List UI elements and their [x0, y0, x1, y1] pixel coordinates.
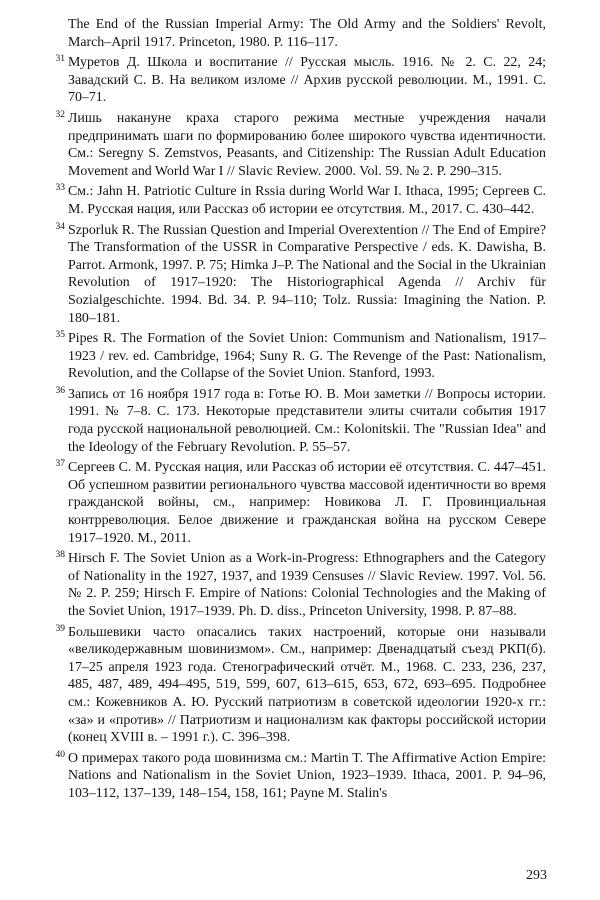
- endnote-39: [55, 623, 546, 747]
- endnote-text: См.: Jahn H. Patriotic Culture in Rssia during World War I. Ithaca, 1995; Сергеев С. М. Русская нация, или Рассказ об истории ее отсутствия. М., 2017. С. 430–442.: [68, 184, 546, 217]
- endnote-text: Муретов Д. Школа и воспитание // Русская мысль. 1916. № 2. С. 22, 24; Завадский С. В. На великом изломе // Архив русской революции. М., 1991. С. 70–71.: [68, 55, 546, 106]
- endnote-text: Большевики часто опасались таких настроений, которые они называли «великодержавным шовинизмом». См., например: Двенадцатый съезд РКП(б). 17–25 апреля 1923 года. Стенографический отчёт. М., 1968. С. 233, 236, 237, 485, 487, 489, 494–495, 519, 599, 607, 613–615, 653, 672, 693–695. Подробнее см.: Кожевников А. Ю. Русский патриотизм в советской идеологии 1920-х гг.: «за» и «против» // Патриотизм и национализм как факторы российской истории (конец XVIII в. – 1991 г.). С. 396–398.: [68, 624, 546, 746]
- endnote-number: 40: [55, 749, 65, 760]
- endnote-40: [55, 749, 546, 803]
- endnote-number: 37: [55, 459, 65, 470]
- endnote-34: [55, 221, 546, 328]
- endnote-number: 39: [55, 623, 65, 634]
- endnote-number: 33: [55, 183, 65, 194]
- endnote-text: О примерах такого рода шовинизма см.: Martin T. The Affirmative Action Empire: Nations and Nationalism in the Soviet Union, 1923–1939. Ithaca, 2001. P. 94–96, 103–112, 137–139, 148–154, 158, 161; Payne M. Stalin's: [68, 750, 546, 801]
- endnote-continuation: [68, 16, 546, 51]
- endnote-36: [55, 385, 546, 456]
- endnote-text: Сергеев С. М. Русская нация, или Рассказ об истории её отсутствия. С. 447–451. Об успешном развитии регионального чувства массовой идентичности во время гражданской войны, см., например: Новикова Л. Г. Провинциальная контрреволюция. Белое движение и гражданская война на русском Севере 1917–1920. М., 2011.: [68, 460, 546, 546]
- page-number: 293: [526, 868, 547, 883]
- endnote-32: [55, 109, 546, 180]
- endnote-text: The End of the Russian Imperial Army: The Old Army and the Soldiers' Revolt, March–April 1917. Princeton, 1980. P. 116–117.: [68, 17, 546, 50]
- endnote-38: [55, 550, 546, 620]
- endnote-number: 34: [55, 221, 65, 232]
- endnote-text: Szporluk R. The Russian Question and Imperial Overextention // The End of Empire? The Transformation of the USSR in Comparative Perspective / eds. K. Dawisha, B. Parrot. Armonk, 1997. P. 75; Himka J–P. The National and the Social in the Ukrainian Revolution of 1917–1920: The Historiographical Agenda // Archiv für Sozialgeschichte. 1994. Bd. 34. P. 94–110; Tolz. Russia: Imagining the Nation. P. 180–181.: [68, 222, 546, 326]
- endnote-35: [55, 330, 546, 383]
- endnote-number: 32: [55, 109, 65, 120]
- endnote-text: Hirsch F. The Soviet Union as a Work-in-Progress: Ethnographers and the Category of Nationality in the 1927, 1937, and 1939 Censuses // Slavic Review. 1997. Vol. 56. № 2. P. 259; Hirsch F. Empire of Nations: Colonial Technologies and the Making of the Soviet Union, 1917–1939. Ph. D. diss., Princeton University, 1998. P. 87–88.: [68, 551, 546, 619]
- endnotes-list: [55, 16, 546, 806]
- endnote-text: Pipes R. The Formation of the Soviet Union: Communism and Nationalism, 1917–1923 / rev. ed. Cambridge, 1964; Suny R. G. The Revenge of the Past: Nationalism, Revolution, and the Collapse of the Soviet Union. Stanford, 1993.: [68, 331, 546, 382]
- endnote-31: [55, 54, 546, 107]
- endnote-37: [55, 459, 546, 547]
- endnote-text: Запись от 16 ноября 1917 года в: Готье Ю. В. Мои заметки // Вопросы истории. 1991. № 7–8. С. 173. Некоторые представители элиты считали события 1917 года русской национальной революцией. См.: Kolonitskii. The "Russian Idea" and the Ideology of the February Revolution. P. 55–57.: [68, 386, 546, 455]
- endnote-number: 36: [55, 385, 65, 396]
- endnote-number: 31: [55, 54, 65, 65]
- endnote-number: 35: [55, 330, 65, 341]
- endnote-33: [55, 183, 546, 218]
- endnote-number: 38: [55, 550, 65, 561]
- endnote-text: Лишь накануне краха старого режима местные учреждения начали предпринимать шаги по формированию более широкого чувства идентичности. См.: Seregny S. Zemstvos, Peasants, and Citizenship: The Russian Adult Education Movement and World War I // Slavic Review. 2000. Vol. 59. № 2. P. 290–315.: [68, 110, 546, 179]
